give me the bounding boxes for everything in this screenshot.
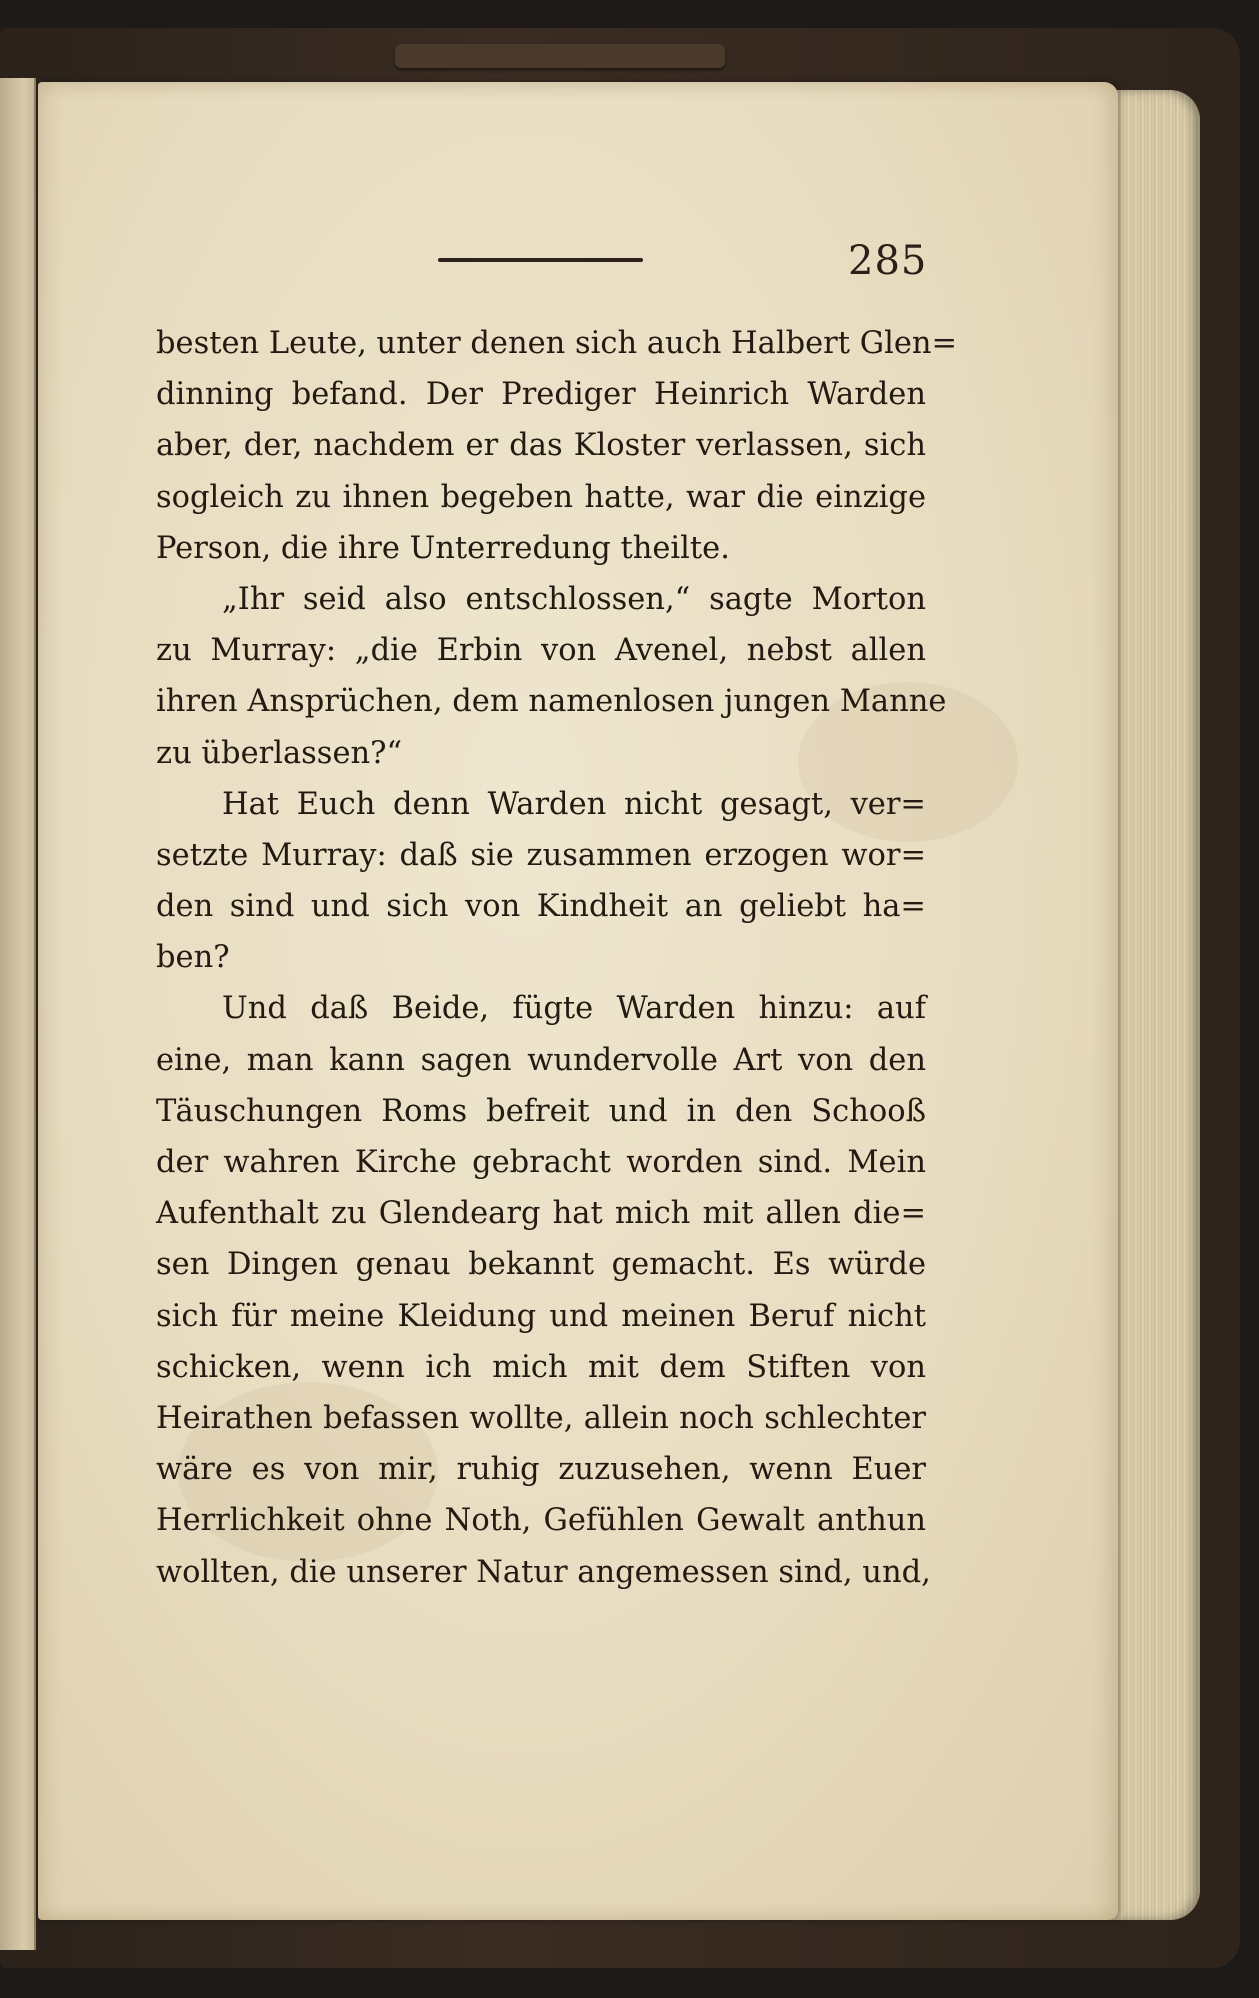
text-line: schicken, wenn ich mich mit dem Stiften von (156, 1349, 926, 1385)
text-line: wollten, die unserer Natur angemessen sind, und, (156, 1554, 931, 1590)
text-line: den sind und sich von Kindheit an geliebt ha= (156, 889, 926, 925)
text-line: sich für meine Kleidung und meinen Beruf nicht (156, 1298, 926, 1334)
header-rule (438, 258, 643, 262)
text-line: zu überlassen?“ (156, 735, 403, 771)
page-edges (1110, 90, 1200, 1920)
page-text (156, 318, 958, 1598)
text-line: Heirathen befassen wollte, allein noch schlechter (156, 1400, 926, 1436)
text-line: Herrlichkeit ohne Noth, Gefühlen Gewalt anthun (156, 1503, 926, 1539)
page-number: 285 (848, 238, 928, 284)
text-line: „Ihr seid also entschlossen,“ sagte Morton (222, 581, 926, 617)
text-line: wäre es von mir, ruhig zuzusehen, wenn Euer (156, 1452, 926, 1488)
text-line: eine, man kann sagen wundervolle Art von den (156, 1042, 926, 1078)
text-line: ben? (156, 940, 230, 976)
text-line: ihren Ansprüchen, dem namenlosen jungen Manne (156, 684, 947, 720)
text-line: setzte Murray: daß sie zusammen erzogen wor= (156, 837, 926, 873)
text-line: sogleich zu ihnen begeben hatte, war die einzige (156, 479, 926, 515)
text-line: der wahren Kirche gebracht worden sind. Mein (156, 1145, 926, 1180)
text-line: sen Dingen genau bekannt gemacht. Es würde (156, 1247, 926, 1283)
left-page-edge (0, 78, 36, 1950)
text-line: Person, die ihre Unterredung theilte. (156, 530, 730, 566)
text-line: besten Leute, unter denen sich auch Halbert Glen= (156, 326, 958, 361)
text-line: Täuschungen Roms befreit und in den Schooß (156, 1093, 926, 1129)
text-line: aber, der, nachdem er das Kloster verlassen, sich (156, 428, 926, 464)
text-line: Hat Euch denn Warden nicht gesagt, ver= (222, 786, 926, 822)
text-line: dinning befand. Der Prediger Heinrich Warden (156, 377, 926, 413)
text-line: zu Murray: „die Erbin von Avenel, nebst allen (156, 633, 926, 669)
text-line: Aufenthalt zu Glendearg hat mich mit allen die= (156, 1196, 926, 1232)
text-line: Und daß Beide, fügte Warden hinzu: auf (222, 991, 926, 1027)
binding-strap (395, 44, 725, 68)
